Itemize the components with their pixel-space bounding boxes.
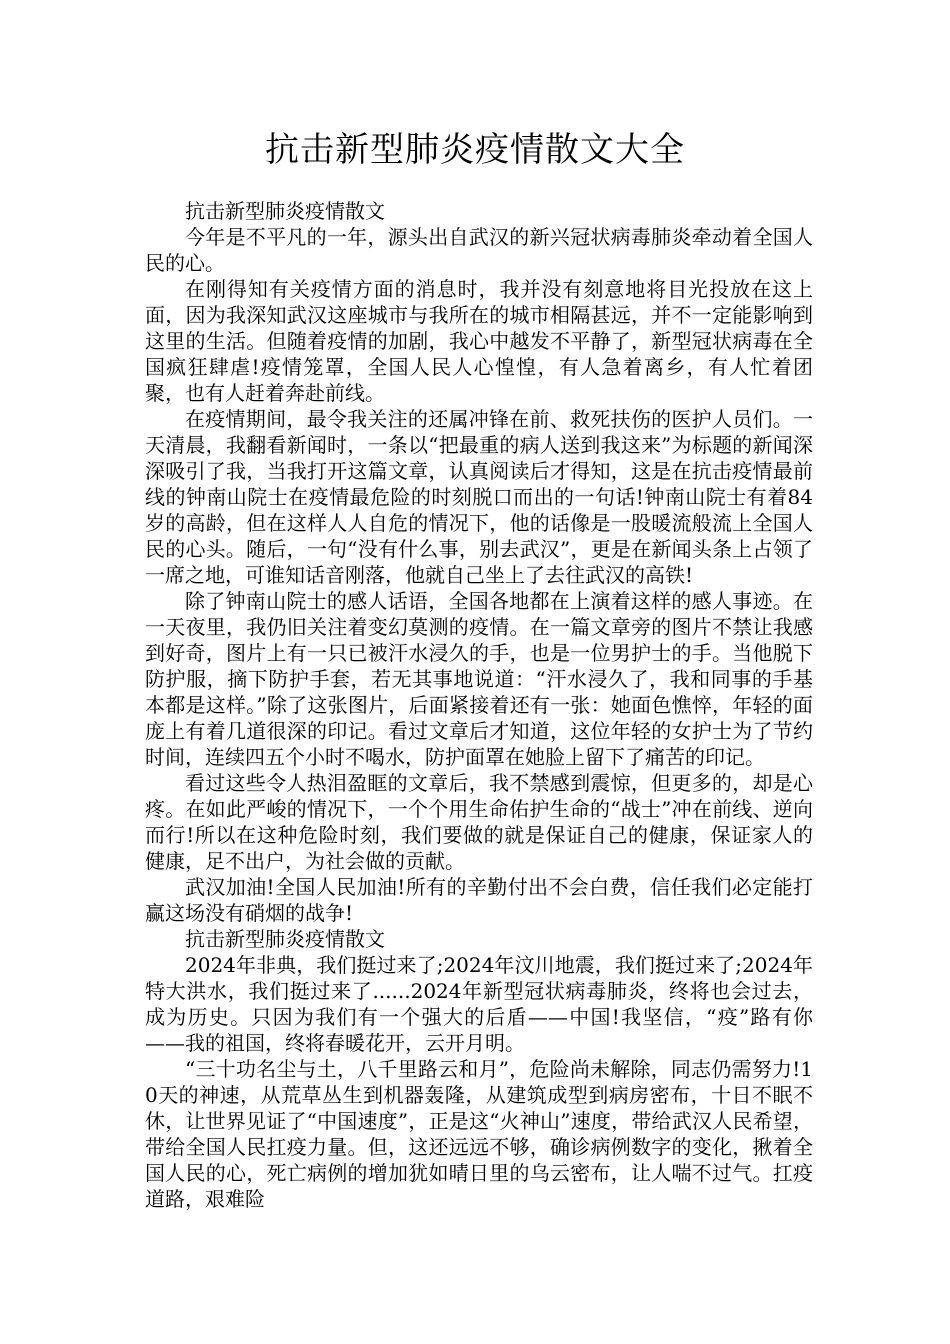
section-heading: 抗击新型肺炎疫情散文: [185, 199, 385, 223]
document-title: 抗击新型肺炎疫情散文大全: [265, 130, 685, 170]
body-paragraph: 2024年非典，我们挺过来了;2024年汶川地震，我们挺过来了;2024年特大洪水，我们挺过来了......2024年新型冠状病毒肺炎，终将也会过去，成为历史。只因为我们有一个强大的后盾——中国!我坚信，“疫”路有你——我的祖国，终将春暖花开，云开月明。: [145, 953, 813, 1055]
body-paragraph: 武汉加油!全国人民加油!所有的辛勤付出不会白费，信任我们必定能打赢这场没有硝烟的战争!: [145, 875, 813, 925]
body-paragraph: 除了钟南山院士的感人话语，全国各地都在上演着这样的感人事迹。在一天夜里，我仍旧关注着变幻莫测的疫情。在一篇文章旁的图片不禁让我感到好奇，图片上有一只已被汗水浸久的手，也是一位男护士的手。当他脱下防护服，摘下防护手套，若无其事地说道：“汗水浸久了，我和同事的手基本都是这样。”除了这张图片，后面紧接着还有一张：她面色憔悴，年轻的面庞上有着几道很深的印记。看过文章后才知道，这位年轻的女护士为了节约时间，连续四五个小时不喝水，防护面罩在她脸上留下了痛苦的印记。: [145, 589, 813, 769]
body-paragraph: 看过这些令人热泪盈眶的文章后，我不禁感到震惊，但更多的，却是心疼。在如此严峻的情况下，一个个用生命佑护生命的“战士”冲在前线、逆向而行!所以在这种危险时刻，我们要做的就是保证自己的健康，保证家人的健康，足不出户，为社会做的贡献。: [145, 771, 813, 873]
body-paragraph: 在刚得知有关疫情方面的消息时，我并没有刻意地将目光投放在这上面，因为我深知武汉这座城市与我所在的城市相隔甚远，并不一定能影响到这里的生活。但随着疫情的加剧，我心中越发不平静了，新型冠状病毒在全国疯狂肆虐!疫情笼罩，全国人民人心惶惶，有人急着离乡，有人忙着团聚，也有人赶着奔赴前线。: [145, 277, 813, 405]
section-heading: 抗击新型肺炎疫情散文: [185, 927, 385, 951]
body-paragraph: “三十功名尘与土，八千里路云和月”，危险尚未解除，同志仍需努力!10天的神速，从荒草丛生到机器轰隆，从建筑成型到病房密布，十日不眠不休，让世界见证了“中国速度”，正是这“火神山”速度，带给武汉人民希望，带给全国人民扛疫力量。但，这还远远不够，确诊病例数字的变化，揪着全国人民的心，死亡病例的增加犹如晴日里的乌云密布，让人喘不过气。扛疫道路，艰难险: [145, 1057, 813, 1211]
body-paragraph: 在疫情期间，最令我关注的还属冲锋在前、救死扶伤的医护人员们。一天清晨，我翻看新闻时，一条以“把最重的病人送到我这来”为标题的新闻深深吸引了我，当我打开这篇文章，认真阅读后才得知，这是在抗击疫情最前线的钟南山院士在疫情最危险的时刻脱口而出的一句话!钟南山院士有着84岁的高龄，但在这样人人自危的情况下，他的话像是一股暖流般流上全国人民的心头。随后，一句“没有什么事，别去武汉”，更是在新闻头条上占领了一席之地，可谁知话音刚落，他就自己坐上了去往武汉的高铁!: [145, 407, 813, 587]
body-paragraph: 今年是不平凡的一年，源头出自武汉的新兴冠状病毒肺炎牵动着全国人民的心。: [145, 225, 813, 275]
document-body: [145, 198, 813, 1212]
